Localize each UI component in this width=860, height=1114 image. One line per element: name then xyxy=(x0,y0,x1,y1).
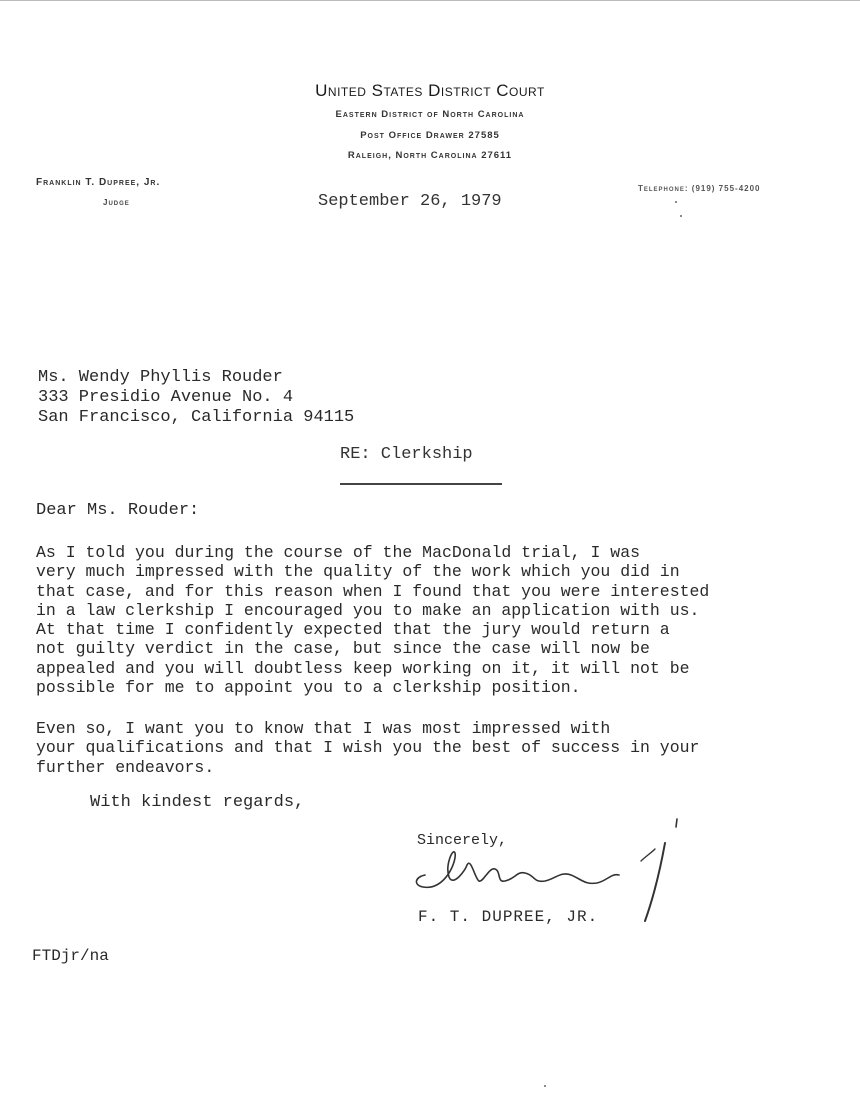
subject-line: RE: Clerkship xyxy=(340,445,473,464)
paper-speck xyxy=(680,215,682,217)
body-paragraph-1 xyxy=(36,543,836,697)
subject-underline xyxy=(340,483,502,485)
body-paragraph-2 xyxy=(36,719,836,777)
recipient-street: 333 Presidio Avenue No. 4 xyxy=(38,388,294,407)
body-line: your qualifications and that I wish you the best of success in your xyxy=(36,738,700,758)
letterhead-city: Raleigh, North Carolina 27611 xyxy=(347,150,513,161)
paper-speck xyxy=(544,1085,546,1087)
letterhead-court: United States District Court xyxy=(315,81,545,100)
body-line: very much impressed with the quality of the work which you did in xyxy=(36,562,680,582)
body-line: further endeavors. xyxy=(36,757,215,777)
judge-title: Judge xyxy=(103,198,130,207)
body-line: At that time I confidently expected that the jury would return a xyxy=(36,620,670,640)
recipient-name: Ms. Wendy Phyllis Rouder xyxy=(38,368,283,387)
body-line: Even so, I want you to know that I was most impressed with xyxy=(36,719,611,738)
body-line: in a law clerkship I encouraged you to make an application with us. xyxy=(36,600,700,620)
body-line: that case, and for this reason when I found that you were interested xyxy=(36,581,710,601)
closing: With kindest regards, xyxy=(90,793,305,812)
body-line: possible for me to appoint you to a clerkship position. xyxy=(36,678,581,698)
judge-name: Franklin T. Dupree, Jr. xyxy=(36,177,161,188)
body-line: As I told you during the course of the MacDonald trial, I was xyxy=(36,543,640,562)
recipient-city: San Francisco, California 94115 xyxy=(38,408,355,427)
sign-off: Sincerely, xyxy=(417,832,508,849)
typist-initials: FTDjr/na xyxy=(32,947,109,965)
body-line: appealed and you will doubtless keep working on it, it will not be xyxy=(36,658,690,678)
signer-name: F. T. DUPREE, JR. xyxy=(418,908,599,926)
body-line: not guilty verdict in the case, but since the case will now be xyxy=(36,639,650,659)
salutation: Dear Ms. Rouder: xyxy=(36,501,200,520)
letter-date: September 26, 1979 xyxy=(318,192,502,211)
letterhead-po-box: Post Office Drawer 27585 xyxy=(360,130,500,141)
telephone: Telephone: (919) 755-4200 xyxy=(638,184,761,193)
paper-speck xyxy=(675,201,677,203)
letterhead-district: Eastern District of North Carolina xyxy=(335,109,525,120)
